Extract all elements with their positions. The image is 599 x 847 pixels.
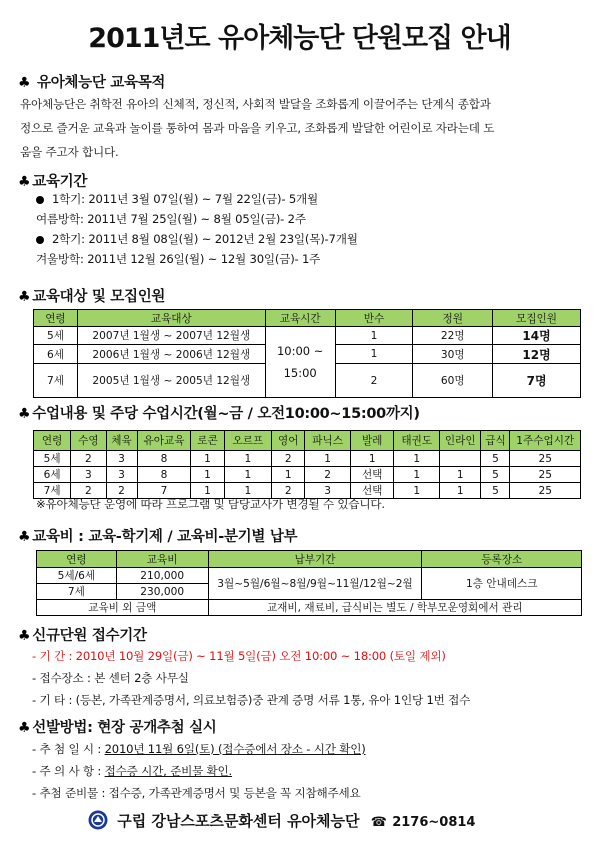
table-header: 발레 — [350, 431, 394, 451]
table-cell: 5세 — [34, 327, 78, 345]
club-icon: ♣ — [18, 406, 31, 422]
period-row — [36, 189, 358, 209]
table-header: 납부기간 — [208, 551, 422, 568]
period-row — [36, 249, 358, 269]
table-cell: 1 — [335, 327, 413, 345]
table-cell: 25 — [510, 483, 581, 499]
table-cell: 교육비 외 금액 — [37, 600, 209, 616]
table-cell: 1 — [440, 483, 481, 499]
table-header-row — [34, 431, 581, 451]
section-purpose-heading — [18, 71, 165, 92]
table-cell: 1 — [394, 483, 440, 499]
period-row — [36, 209, 358, 229]
paragraph-line: 움을 주고자 합니다. — [20, 145, 119, 159]
table-header: 정원 — [413, 310, 493, 327]
table-cell: 5 — [481, 467, 510, 483]
time-text: 15:00 — [283, 366, 317, 380]
table-cell: 30명 — [413, 345, 493, 364]
table-cell: 2 — [272, 451, 305, 467]
apply-list — [32, 645, 470, 711]
table-cell: 1 — [350, 451, 394, 467]
time-cell — [265, 327, 335, 398]
selection-value: 2010년 11월 6일(토) (접수증에서 장소 - 시간 확인) — [104, 742, 366, 756]
page-title: 2011년도 유아체능단 단원모집 안내 — [88, 23, 511, 54]
phone-icon: ☎ — [370, 815, 387, 830]
section-heading-text: 수업내용 및 주당 수업시간(월~금 / 오전10:00~15:00까지) — [32, 406, 420, 422]
bullet-icon — [36, 196, 44, 204]
table-cell — [440, 451, 481, 467]
table-header: 연령 — [37, 551, 117, 568]
table-cell: 2007년 1월생 ~ 2007년 12월생 — [77, 327, 265, 345]
table-header: 영어 — [272, 431, 305, 451]
table-header: 등록장소 — [422, 551, 582, 568]
table-cell: 7명 — [493, 364, 581, 398]
table-row — [37, 568, 582, 584]
period-text: 겨울방학: 2011년 12월 26일(월) ~ 12월 30일(금)- 1주 — [36, 252, 321, 266]
club-icon: ♣ — [18, 289, 31, 305]
table-header: 1주수업시간 — [510, 431, 581, 451]
table-header: 유아교육 — [137, 431, 191, 451]
table-cell: 2 — [335, 364, 413, 398]
table-cell: 7세 — [34, 483, 71, 499]
classes-table — [33, 430, 581, 499]
center-logo-icon — [88, 810, 108, 830]
table-header: 태권도 — [394, 431, 440, 451]
fee-table — [36, 550, 582, 616]
time-text: 10:00 ~ — [276, 344, 324, 358]
table-cell: 선택 — [350, 467, 394, 483]
section-fee-heading — [18, 525, 297, 546]
club-icon: ♣ — [18, 174, 31, 190]
table-cell: 3월~5월/6월~8월/9월~11월/12월~2월 — [208, 568, 422, 600]
period-text: 2학기: 2011년 8월 08일(월) ~ 2012년 2월 23일(목)-7개월 — [52, 232, 358, 246]
table-row — [34, 327, 581, 345]
table-cell: 5 — [481, 483, 510, 499]
section-apply-heading — [18, 624, 147, 645]
selection-label: - 주 의 사 항 : — [32, 764, 105, 778]
club-icon: ♣ — [18, 529, 31, 545]
table-cell: 2005년 1월생 ~ 2005년 12월생 — [77, 364, 265, 398]
classes-note: ※유아체능단 운영에 따라 프로그램 및 담당교사가 변경될 수 있습니다. — [36, 497, 385, 511]
table-cell: 2 — [71, 483, 106, 499]
table-cell: 5 — [481, 451, 510, 467]
table-cell: 1 — [394, 451, 440, 467]
table-header: 연령 — [34, 310, 78, 327]
table-cell: 14명 — [493, 327, 581, 345]
table-cell: 3 — [305, 483, 351, 499]
table-cell: 3 — [106, 451, 137, 467]
table-cell: 1층 안내데스크 — [422, 568, 582, 600]
table-header: 연령 — [34, 431, 71, 451]
table-cell: 6세 — [34, 345, 78, 364]
footer — [88, 810, 475, 831]
table-cell: 22명 — [413, 327, 493, 345]
table-header: 반수 — [335, 310, 413, 327]
table-cell: 12명 — [493, 345, 581, 364]
section-heading-text: 선발방법: 현장 공개추첨 실시 — [32, 720, 217, 736]
section-period-heading — [18, 170, 87, 191]
section-heading-text: 교육기간 — [32, 174, 88, 190]
table-header: 오르프 — [224, 431, 272, 451]
selection-label: - 추 첨 일 시 : — [32, 742, 105, 756]
table-cell: 60명 — [413, 364, 493, 398]
table-cell: 1 — [272, 467, 305, 483]
table-cell: 2 — [71, 451, 106, 467]
table-header: 교육비 — [116, 551, 208, 568]
bullet-icon — [36, 236, 44, 244]
table-row — [37, 600, 582, 616]
period-text: 여름방학: 2011년 7월 25일(월) ~ 8월 05일(금)- 2주 — [36, 212, 306, 226]
section-heading-text: 신규단원 접수기간 — [32, 628, 147, 644]
apply-label: - 기 간 : — [32, 649, 76, 663]
footer-org: 구립 강남스포츠문화센터 유아체능단 — [117, 812, 360, 830]
table-cell: 1 — [224, 483, 272, 499]
table-header: 모집인원 — [493, 310, 581, 327]
paragraph-line: 유아체능단은 취학전 유아의 신체적, 정신적, 사회적 발달을 조화롭게 이끌어주는 단계식 종합과 — [20, 97, 491, 111]
table-cell: 1 — [191, 483, 224, 499]
table-cell: 8 — [137, 467, 191, 483]
selection-row — [32, 738, 366, 760]
table-cell: 7세 — [37, 584, 117, 600]
apply-row — [32, 645, 470, 667]
club-icon: ♣ — [18, 720, 31, 736]
period-row — [36, 229, 358, 249]
table-header: 체육 — [106, 431, 137, 451]
table-cell: 2006년 1월생 ~ 2006년 12월생 — [77, 345, 265, 364]
table-header: 교육대상 — [77, 310, 265, 327]
table-row — [34, 467, 581, 483]
table-header-row — [34, 310, 581, 327]
table-header: 급식 — [481, 431, 510, 451]
selection-row — [32, 760, 366, 782]
table-header: 교육시간 — [265, 310, 335, 327]
section-target-heading — [18, 285, 165, 306]
section-classes-heading — [18, 402, 420, 423]
apply-row: - 접수장소 : 본 센터 2층 사무실 — [32, 671, 189, 685]
paragraph-line: 정으로 즐거운 교육과 놀이를 통하여 몸과 마음을 키우고, 조화롭게 발달한 어린이로 자라는데 도 — [20, 121, 495, 135]
table-cell: 5세/6세 — [37, 568, 117, 584]
table-header-row — [37, 551, 582, 568]
table-header: 파닉스 — [305, 431, 351, 451]
table-cell: 3 — [106, 467, 137, 483]
table-cell: 2 — [305, 467, 351, 483]
table-cell: 1 — [191, 467, 224, 483]
selection-value: 접수증 시간, 준비물 확인. — [104, 764, 233, 778]
section-selection-heading — [18, 716, 217, 737]
apply-value: 2010년 10월 29일(금) ~ 11월 5일(금) 오전 10:00 ~ 18:00 (토일 제외) — [75, 649, 446, 663]
table-cell: 7세 — [34, 364, 78, 398]
table-cell: 1 — [305, 451, 351, 467]
table-cell: 25 — [510, 451, 581, 467]
table-cell: 230,000 — [116, 584, 208, 600]
table-row — [34, 451, 581, 467]
table-cell: 5세 — [34, 451, 71, 467]
table-header: 수영 — [71, 431, 106, 451]
table-cell: 선택 — [350, 483, 394, 499]
section-heading-text: 교육비 : 교육-학기제 / 교육비-분기별 납부 — [32, 529, 298, 545]
period-text: 1학기: 2011년 3월 07일(월) ~ 7월 22일(금)- 5개월 — [52, 192, 319, 206]
purpose-paragraph — [20, 92, 580, 164]
selection-list — [32, 738, 366, 804]
apply-row: - 기 타 : (등본, 가족관계증명서, 의료보험증)중 관계 증명 서류 1통, 유아 1인당 1번 접수 — [32, 693, 471, 707]
table-header: 로콘 — [191, 431, 224, 451]
table-cell: 1 — [335, 345, 413, 364]
table-cell: 8 — [137, 451, 191, 467]
club-icon: ♣ — [18, 628, 31, 644]
table-cell: 2 — [106, 483, 137, 499]
table-cell: 2 — [272, 483, 305, 499]
table-cell: 1 — [191, 451, 224, 467]
table-cell: 1 — [224, 451, 272, 467]
table-cell: 25 — [510, 467, 581, 483]
table-cell: 1 — [440, 467, 481, 483]
table-cell: 6세 — [34, 467, 71, 483]
table-cell: 교재비, 재료비, 급식비는 별도 / 학부모운영회에서 관리 — [208, 600, 581, 616]
table-cell: 1 — [224, 467, 272, 483]
section-heading-text: 교육대상 및 모집인원 — [32, 289, 166, 305]
table-cell: 7 — [137, 483, 191, 499]
footer-phone: 2176~0814 — [392, 815, 476, 830]
table-cell: 210,000 — [116, 568, 208, 584]
section-heading-text: 유아체능단 교육목적 — [37, 75, 166, 91]
target-table — [33, 309, 581, 398]
selection-row: - 추첨 준비물 : 접수증, 가족관계증명서 및 등본을 꼭 지참해주세요 — [32, 786, 361, 800]
period-list — [36, 189, 358, 269]
table-cell: 1 — [394, 467, 440, 483]
table-cell: 3 — [71, 467, 106, 483]
club-icon: ♣ — [18, 75, 31, 91]
table-header: 인라인 — [440, 431, 481, 451]
